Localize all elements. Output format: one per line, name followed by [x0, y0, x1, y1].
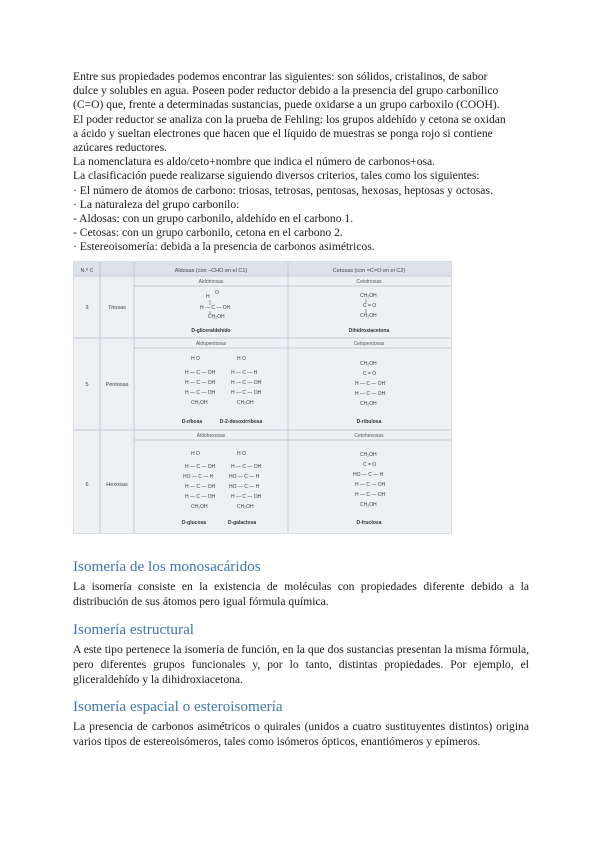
svg-text:HO — C — H: HO — C — H: [353, 472, 384, 478]
svg-text:CH₂OH: CH₂OH: [360, 452, 377, 458]
row-hexosas-n: 6: [85, 482, 89, 488]
glucosa-structure: [183, 451, 216, 510]
svg-text:CH₂OH: CH₂OH: [237, 504, 254, 510]
header-nc: N.º C: [80, 268, 94, 274]
svg-text:HO — C — H: HO — C — H: [229, 484, 260, 490]
desoxirribosa-structure: [231, 356, 262, 406]
svg-text:H — C — OH: H — C — OH: [231, 380, 262, 386]
svg-text:H — C — OH: H — C — OH: [185, 464, 216, 470]
svg-text:H — C — OH: H — C — OH: [355, 391, 386, 397]
svg-text:H — C — OH: H — C — OH: [200, 305, 231, 311]
svg-text:CH₂OH: CH₂OH: [360, 313, 377, 319]
fructosa-structure: [353, 452, 386, 508]
table-grid: [74, 262, 451, 533]
section-heading: Isomería de los monosacáridos: [73, 558, 261, 575]
svg-text:CH₂OH: CH₂OH: [360, 293, 377, 299]
svg-text:H — C — OH: H — C — OH: [355, 381, 386, 387]
svg-text:CH₂OH: CH₂OH: [191, 400, 208, 406]
svg-text:CH₂OH: CH₂OH: [191, 504, 208, 510]
intro-text: [73, 70, 528, 255]
svg-text:H — C — OH: H — C — OH: [185, 494, 216, 500]
intro-line: (C=O) que, frente a determinadas sustancias, puede oxidarse a un grupo carboxilo (COOH).: [73, 98, 500, 112]
molecule-label: D-ribulosa: [356, 419, 382, 425]
intro-line: azúcares reductores.: [73, 141, 167, 155]
intro-line: - Cetosas: con un grupo carbonilo, cetona en el carbono 2.: [73, 226, 343, 240]
svg-text:H — C — OH: H — C — OH: [185, 380, 216, 386]
svg-text:H — C — OH: H — C — OH: [355, 492, 386, 498]
svg-text:H — C — H: H — C — H: [231, 370, 258, 376]
row-hexosas-ket-sub: Cetohexosas: [354, 433, 384, 439]
svg-text:CH₂OH: CH₂OH: [237, 400, 254, 406]
svg-text:H O: H O: [191, 356, 200, 362]
svg-text:HO — C — H: HO — C — H: [229, 474, 260, 480]
svg-text:C = O: C = O: [363, 371, 377, 377]
section-body: La presencia de carbonos asimétricos o quirales (unidos a cuatro sustituyentes distintos) origina varios tipos de estereoisómeros, tales como isómeros ópticos, enantiómeros y epímeros.: [73, 720, 529, 749]
intro-line: · La naturaleza del grupo carbonilo:: [73, 197, 240, 211]
molecule-label: Dihidroxiacetona: [348, 328, 390, 334]
molecule-label: D-galactosa: [227, 520, 257, 526]
section-isomeria-espacial: [73, 698, 529, 749]
svg-text:H — C — OH: H — C — OH: [231, 464, 262, 470]
row-triosas-n: 3: [85, 305, 89, 311]
intro-line: dulce y solubles en agua. Poseen poder reductor debido a la presencia del grupo carbonílico: [73, 84, 499, 98]
svg-text:H O: H O: [191, 451, 200, 457]
intro-line: · El número de átomos de carbono: triosas, tetrosas, pentosas, hexosas, heptosas y octosas.: [73, 183, 493, 197]
section-heading: Isomería espacial o esteroisomería: [73, 698, 283, 715]
row-hexosas-ald-sub: Aldohexosas: [196, 433, 226, 439]
intro-line: La clasificación puede realizarse siguiendo diversos criterios, tales como los siguientes:: [73, 169, 480, 183]
section-isomeria-monosacaridos: [73, 558, 529, 609]
molecule-label: D-glucosa: [181, 520, 207, 526]
intro-line: - Aldosas: con un grupo carbonilo, aldehído en el carbono 1.: [73, 212, 354, 226]
galactosa-structure: [229, 451, 262, 510]
row-pentosas-ket-sub: Cetopentosas: [353, 341, 385, 347]
svg-text:H — C — OH: H — C — OH: [231, 494, 262, 500]
svg-text:H O: H O: [237, 451, 246, 457]
monosaccharide-table-image: [73, 261, 452, 534]
intro-line: La nomenclatura es aldo/ceto+nombre que indica el número de carbonos+osa.: [73, 155, 436, 169]
row-triosas-name: Triosas: [108, 305, 126, 311]
intro-line: El poder reductor se analiza con la prueba de Fehling: los grupos aldehído y cetona se oxidan: [73, 112, 506, 126]
header-aldosas: Aldosas (con –CHO en el C1): [174, 268, 248, 274]
section-heading: Isomería estructural: [73, 621, 195, 638]
svg-text:H O: H O: [237, 356, 246, 362]
svg-text:H — C — OH: H — C — OH: [185, 484, 216, 490]
intro-line: · Estereoisomería: debida a la presencia de carbonos asimétricos.: [73, 240, 375, 254]
molecule-label: D-2-desoxirribosa: [219, 419, 263, 425]
svg-text:CH₂OH: CH₂OH: [360, 502, 377, 508]
gliceraldehido-structure: [200, 290, 231, 320]
svg-text:H — C — OH: H — C — OH: [355, 482, 386, 488]
table-svg: [74, 262, 451, 533]
dihidroxiacetona-structure: [360, 293, 377, 319]
svg-text:C = O: C = O: [363, 303, 377, 309]
svg-text:C = O: C = O: [363, 462, 377, 468]
section-body: La isomería consiste en la existencia de moléculas con propiedades diferente debido a la distribución de sus átomos pero igual fórmula química.: [73, 580, 529, 609]
svg-text:CH₂OH: CH₂OH: [208, 314, 225, 320]
row-pentosas-n: 5: [85, 382, 89, 388]
row-triosas-ald-sub: Aldotriosas: [198, 279, 224, 285]
svg-text:CH₂OH: CH₂OH: [360, 401, 377, 407]
svg-text:H — C — OH: H — C — OH: [185, 390, 216, 396]
intro-line: a ácido y sueltan electrones que hacen que el líquido de muestras se ponga rojo si contiene: [73, 126, 493, 140]
row-pentosas-name: Pentosas: [105, 382, 129, 388]
svg-text:H — C — OH: H — C — OH: [231, 390, 262, 396]
svg-text:H: H: [206, 294, 210, 300]
row-triosas-ket-sub: Cetotriosas: [356, 279, 382, 285]
svg-text:CH₂OH: CH₂OH: [360, 361, 377, 367]
svg-text:O: O: [215, 290, 219, 296]
ribosa-structure: [185, 356, 216, 406]
molecule-label: D-ribosa: [181, 419, 203, 425]
svg-text:H — C — OH: H — C — OH: [185, 370, 216, 376]
header-cetosas: Cetosas (con =C=O en el C2): [332, 268, 406, 274]
svg-text:HO — C — H: HO — C — H: [183, 474, 214, 480]
section-isomeria-estructural: [73, 621, 529, 688]
section-body: A este tipo pertenece la isomería de función, en la que dos sustancias presentan la misma fórmula, pero diferentes grupos funcionales y, por lo tanto, distintas propiedades. Por ejemplo, el gliceraldehído y la dihidroxiacetona.: [73, 643, 529, 687]
intro-line: Entre sus propiedades podemos encontrar las siguientes: son sólidos, cristalinos, de sabor: [73, 70, 488, 83]
row-hexosas-name: Hexosas: [106, 482, 128, 488]
molecule-label: D-fructosa: [356, 520, 382, 526]
row-pentosas-ald-sub: Aldopentosas: [195, 341, 227, 347]
ribulosa-structure: [355, 361, 386, 407]
molecule-label: D-gliceraldehído: [191, 328, 231, 334]
